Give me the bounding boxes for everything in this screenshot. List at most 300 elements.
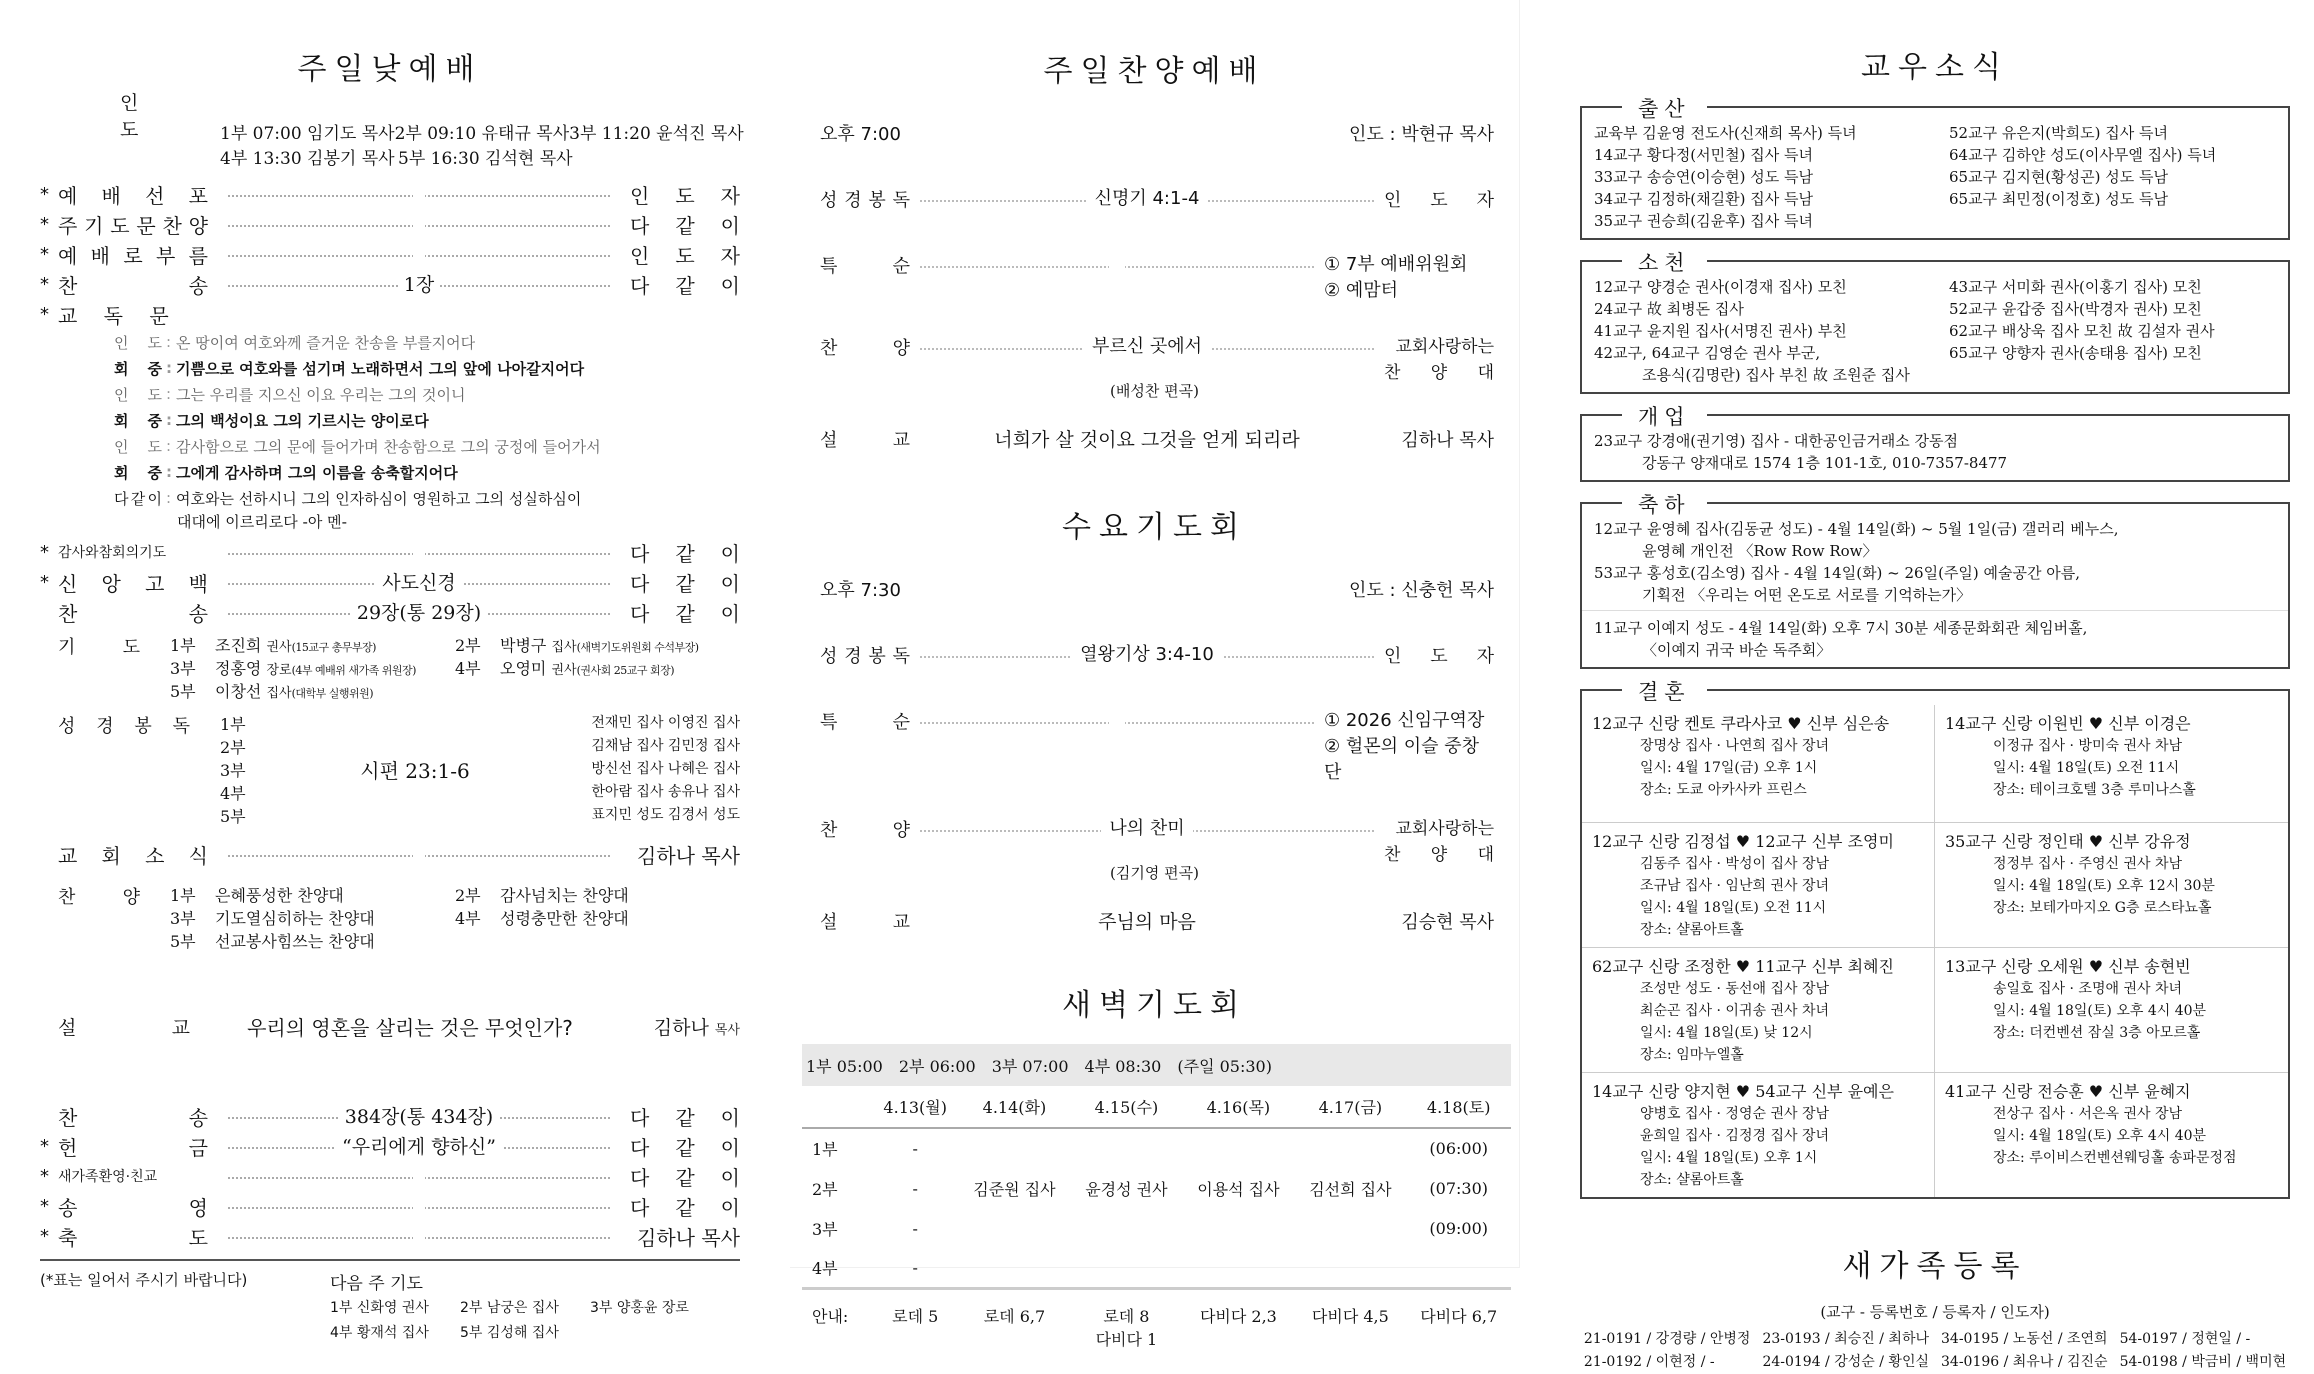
table-cell: 김준원 집사 (973, 1179, 1056, 1199)
scripture-reading-row-label (820, 642, 910, 668)
wedding-entry (1582, 1073, 1935, 1197)
label-char: 부 (155, 243, 176, 268)
leader-char: 이 (720, 571, 740, 596)
guide-line: 다비다 4,5 (1311, 1306, 1389, 1326)
leader-1: 1부 07:00 임기도 목사 (220, 124, 395, 144)
stand-marker: * (40, 303, 49, 325)
church-news-row (40, 839, 740, 869)
wedding-entry (1935, 705, 2288, 823)
label-char: 찬 (820, 338, 838, 359)
list-item: 42교구, 64교구 김영순 권사 부군, (1594, 344, 1821, 362)
guide-cell (1070, 1288, 1182, 1358)
next-prayer-5: 5부 김성해 집사 (460, 1324, 559, 1341)
birth-box (1580, 97, 2290, 240)
reading-leader (1384, 642, 1494, 668)
scripture-verse: 열왕기상 3:4-10 (1072, 644, 1222, 665)
choir-name: 기도열심히하는 찬양대 (215, 909, 375, 928)
table-cell: (06:00) (1429, 1139, 1488, 1158)
dot-leader (228, 1194, 610, 1218)
prayer-note: (15교구 총무부장) (291, 641, 376, 654)
reader-pair: 김채남 집사 김민정 집사 (591, 738, 740, 754)
arranger: (김기영 편곡) (1110, 864, 1199, 882)
order-item-leader (630, 1162, 740, 1191)
responsive-reading (40, 329, 740, 511)
table-cell (1070, 1248, 1182, 1288)
label-char: 교 (892, 429, 910, 451)
column-header (802, 1086, 872, 1128)
wedding-couple: 41교구 신랑 전승훈 ♥ 신부 윤혜지 (1945, 1082, 2191, 1101)
service-leader: 인도 : 신충헌 목사 (1349, 580, 1494, 601)
choir-line (1384, 842, 1494, 868)
order-item-content (413, 1226, 425, 1248)
scripture-verse: 시편 23:1-6 (360, 759, 470, 783)
prayer-name: 박병구 (500, 636, 552, 655)
label-char: 경 (844, 646, 862, 667)
new-family-section (1580, 1241, 2290, 1374)
responsive-role (114, 488, 162, 509)
scripture-reading-row (790, 186, 1519, 212)
label-char: 성 (820, 646, 838, 667)
table-row (802, 1128, 1511, 1168)
leader-char: 이 (720, 273, 740, 298)
table-cell: (09:00) (1429, 1218, 1488, 1238)
next-prayer-3: 3부 양홍윤 장로 (590, 1299, 689, 1316)
table-cell (1294, 1208, 1406, 1248)
label-char: 문 (136, 213, 156, 238)
responsive-role (114, 384, 162, 405)
order-item (40, 239, 740, 269)
new-family-entry: 34-0195 / 노동선 / 조연희 (1941, 1331, 2108, 1347)
table-cell (958, 1128, 1070, 1168)
wedding-detail: 일시: 4월 18일(토) 오후 12시 30분 (1993, 878, 2215, 894)
wedding-detail: 일시: 4월 18일(토) 오후 1시 (1640, 1150, 1818, 1166)
table-row (802, 1248, 1511, 1288)
sermon-preacher: 김승현 목사 (1401, 911, 1494, 933)
wednesday-service (790, 576, 1519, 934)
colon: : (166, 385, 172, 403)
table-cell: 2부 (812, 1179, 838, 1199)
order-item-label (58, 1132, 208, 1161)
choir-name: 감사넘치는 찬양대 (500, 886, 629, 905)
death-list (1594, 276, 2276, 364)
leader-char: 같 (675, 571, 695, 596)
choir-row (170, 929, 740, 952)
table-cell (1406, 1248, 1511, 1288)
table-cell: 이용석 집사 (1197, 1179, 1280, 1199)
label (58, 180, 208, 209)
opening-line-2: 강동구 양재대로 1574 1층 101-1호, 010-7357-8477 (1642, 454, 2008, 472)
list-item: 52교구 유은지(박희도) 집사 득녀 (1949, 124, 2168, 142)
opening-line-1: 23교구 강경애(권기영) 집사 - 대한공인금거래소 강동점 (1594, 432, 1958, 450)
empty (1109, 710, 1125, 731)
responsive-line (40, 407, 740, 433)
role-char: 회 (114, 359, 129, 378)
order-item-leader (630, 210, 740, 239)
label-char: 찬 (58, 273, 78, 298)
congrats-item-1: 12교구 윤영혜 집사(김동균 성도) - 4월 14일(화) ~ 5월 1일(금) 갤러리 베누스, (1594, 520, 2119, 538)
label-char: 도 (188, 1225, 208, 1250)
choir-char: 찬 (1384, 845, 1401, 865)
responsive-line (40, 355, 740, 381)
table-cell: 4부 (802, 1248, 872, 1288)
prayer-note: (4부 예배위 새가족 위원장) (291, 664, 416, 677)
choir-char: 양 (1430, 363, 1448, 383)
responsive-text: 여호와는 선하시니 그의 인자하심이 영원하고 그의 성실하심이 (176, 489, 582, 508)
role-char: 인 (114, 333, 129, 352)
congrats-heading: 축하 (1622, 489, 1707, 519)
label-char: 성 (820, 190, 838, 211)
leader-char: 이 (720, 541, 740, 566)
choir-row (170, 883, 740, 906)
dot-leader (228, 570, 610, 594)
order-item-content (413, 214, 425, 236)
order-item-content (413, 244, 425, 266)
leader-4: 4부 13:30 김봉기 목사 (220, 149, 395, 169)
prayer-title: 권사 (551, 663, 577, 678)
scripture-verse: 신명기 4:1-4 (1087, 188, 1208, 209)
label-char: 로 (123, 243, 143, 268)
label-char: 설 (58, 1017, 77, 1039)
label-char: 순 (892, 256, 910, 277)
table-cell: - (872, 1248, 958, 1288)
column-header: 4.16(목) (1182, 1086, 1294, 1128)
sermon-title: 너희가 살 것이요 그것을 얻게 되리라 (994, 429, 1300, 451)
list-item: 65교구 최민정(이정호) 성도 득남 (1949, 190, 2168, 208)
wedding-detail: 일시: 4월 18일(토) 오전 11시 (1640, 900, 1827, 916)
choir-name (1384, 334, 1494, 386)
wedding-detail: 일시: 4월 17일(금) 오후 1시 (1640, 760, 1818, 776)
label-char: 찬 (58, 1105, 78, 1130)
wedding-entry (1582, 948, 1935, 1073)
label (58, 240, 208, 269)
choir-char: 찬 (1384, 363, 1401, 383)
new-family-title: 새가족등록 (1842, 1249, 2028, 1284)
responsive-role (114, 462, 162, 483)
responsive-text: 그에게 감사하며 그의 이름을 송축할지어다 (176, 463, 458, 482)
special-row-label (820, 252, 910, 278)
service-time-row (790, 120, 1519, 146)
dot-leader (228, 540, 610, 564)
wedding-detail: 장소: 루이비스컨벤션웨딩홀 송파문정점 (1993, 1150, 2237, 1166)
responsive-line (40, 459, 740, 485)
label-char: 성 (58, 716, 76, 737)
footer (40, 1269, 740, 1344)
death-heading: 소천 (1622, 247, 1707, 277)
column-header: 4.18(토) (1406, 1086, 1511, 1128)
preacher-title: 목사 (714, 1023, 740, 1038)
order-of-service-mid (40, 537, 740, 627)
role-char: 같 (130, 489, 146, 508)
part: 2부 (455, 886, 481, 905)
role-char: 인 (114, 385, 129, 404)
label-char: 축 (58, 1225, 78, 1250)
label-char: 기 (58, 637, 76, 658)
table-cell (958, 1248, 1070, 1288)
church-news-label (58, 840, 208, 869)
label (58, 598, 208, 627)
responsive-role (114, 436, 162, 457)
order-item-leader (630, 568, 740, 597)
table-cell (1182, 1208, 1294, 1248)
colon: : (166, 489, 172, 507)
responsive-reading-label: 교 독 문 (58, 303, 179, 328)
choir-line: 교회사랑하는 (1395, 819, 1494, 839)
role-char: 도 (147, 333, 162, 352)
leader-char: 다 (630, 1135, 650, 1160)
table-cell: 김선희 집사 (1309, 1179, 1392, 1199)
divider (40, 1259, 740, 1261)
special-row-label (820, 708, 910, 734)
praise-row-label (820, 816, 910, 842)
leader-char: 도 (1430, 646, 1448, 667)
colon: : (166, 359, 172, 377)
wedding-detail: 조성만 성도 · 동선애 집사 장남 (1640, 981, 1829, 997)
congrats-box (1580, 493, 2290, 669)
dot-leader (228, 1164, 610, 1188)
wedding-detail: 장소: 샬롬아트홀 (1640, 1172, 1744, 1188)
part: 5부 (170, 932, 196, 951)
dawn-time: 2부 06:00 (898, 1056, 976, 1076)
label-char: 름 (188, 243, 208, 268)
part: 4부 (455, 909, 481, 928)
role-char: 중 (147, 463, 162, 482)
label-char: 백 (188, 571, 208, 596)
choir-entry (455, 906, 740, 929)
new-family-list (1580, 1328, 2290, 1374)
dot-leader (920, 708, 1314, 734)
dot-leader (228, 272, 610, 296)
order-item (40, 597, 740, 627)
sermon-title: 우리의 영혼을 살리는 것은 무엇인가? (247, 1016, 573, 1040)
leader-char: 같 (675, 601, 695, 626)
scripture-reading-parts (220, 712, 300, 827)
table-cell: - (912, 1178, 918, 1198)
prayer-section (40, 633, 740, 702)
wedding-couple: 14교구 신랑 양지현 ♥ 54교구 신부 윤예은 (1592, 1082, 1894, 1101)
label-char: 신 (58, 571, 78, 596)
part: 1부 (170, 636, 196, 655)
wedding-heading: 결혼 (1622, 676, 1707, 706)
reading-part: 2부 (220, 738, 246, 757)
table-cell: - (912, 1218, 918, 1238)
wedding-detail: 이정규 집사 · 방미숙 권사 차남 (1993, 738, 2182, 754)
leader-char: 인 (630, 183, 650, 208)
label-char: 앙 (101, 571, 121, 596)
prayer-title: 장로 (266, 663, 292, 678)
responsive-reading-header (40, 299, 740, 329)
order-item-content: “우리에게 향하신” (336, 1136, 502, 1158)
sermon-preacher (630, 1013, 740, 1040)
special-row (790, 252, 1519, 304)
responsive-text: 온 땅이여 여호와께 즐거운 찬송을 부를지어다 (176, 333, 476, 352)
praise-song: 나의 찬미 (1101, 818, 1192, 839)
label-char: 헌 (58, 1135, 78, 1160)
wedding-detail: 조규남 집사 · 임난희 권사 장녀 (1640, 878, 1829, 894)
guide-cell (802, 1288, 872, 1358)
list-item: 52교구 윤갑중 집사(박경자 권사) 모친 (1949, 300, 2202, 318)
special-items (1324, 252, 1494, 304)
leader-char: 인 (630, 243, 650, 268)
label-char: 양 (892, 338, 910, 359)
leader-char: 도 (675, 183, 695, 208)
label-char: 송 (188, 273, 208, 298)
wedding-detail: 전상구 집사 · 서은옥 권사 장남 (1993, 1106, 2182, 1122)
praise-row (790, 334, 1519, 386)
order-item-content: 384장(통 434장) (339, 1106, 499, 1128)
leader-char: 다 (630, 601, 650, 626)
new-family-entry: 21-0191 / 강경량 / 안병정 (1583, 1331, 1751, 1347)
wedding-couple: 62교구 신랑 조정한 ♥ 11교구 신부 최혜진 (1592, 957, 1894, 976)
leader-char: 자 (720, 183, 740, 208)
special-row (790, 708, 1519, 786)
table-cell (1294, 1248, 1406, 1288)
part: 4부 (455, 659, 481, 678)
sermon-row (40, 1012, 740, 1041)
order-of-service-bottom (40, 1101, 740, 1251)
prayer-title: 집사 (266, 686, 292, 701)
special-items (1324, 708, 1494, 786)
wedding-entry (1935, 948, 2288, 1073)
list-item: 65교구 김지현(황성곤) 성도 득남 (1949, 168, 2168, 186)
leader-char: 같 (675, 213, 695, 238)
label-char: 경 (96, 716, 114, 737)
order-item-content (413, 1196, 425, 1218)
prayer-title: 권사 (266, 640, 292, 655)
leader-char: 같 (675, 273, 695, 298)
leader-char: 같 (675, 1195, 695, 1220)
role-char: 회 (114, 463, 129, 482)
stand-marker: * (40, 541, 49, 563)
role-char: 회 (114, 411, 129, 430)
label-char: 설 (820, 429, 838, 451)
leader-char: 다 (630, 213, 650, 238)
order-item-label (58, 180, 208, 209)
page-title-sunday-worship: 주일낮예배 (297, 52, 483, 87)
order-item-content (413, 184, 425, 206)
prayer-name: 조진희 (215, 636, 267, 655)
special-item: ② 예맘터 (1324, 280, 1399, 301)
dot-leader (920, 816, 1374, 842)
label-char: 경 (844, 190, 862, 211)
prayer-label (40, 633, 140, 702)
label-char: 기 (84, 213, 104, 238)
new-family-entry: 54-0197 / 정현일 / - (2119, 1331, 2251, 1347)
label (58, 1132, 208, 1161)
wedding-detail: 장소: 도쿄 아카사카 프린스 (1640, 782, 1807, 798)
next-prayer-2: 2부 남궁은 집사 (460, 1299, 559, 1316)
reader-pair: 방신선 집사 나혜은 집사 (591, 761, 740, 777)
role-char: 중 (147, 359, 162, 378)
order-item-leader (630, 270, 740, 299)
leader-char: 이 (720, 213, 740, 238)
praise-row-label (820, 334, 910, 360)
guide-line: 로데 6,7 (983, 1306, 1046, 1326)
sunday-praise-service (790, 120, 1519, 452)
list-item: 64교구 김하얀 성도(이사무엘 집사) 득녀 (1949, 146, 2217, 164)
guide-cell (1406, 1288, 1511, 1358)
choir-entry (170, 929, 455, 952)
list-item: 41교구 윤지원 집사(서명진 권사) 부친 (1594, 322, 1847, 340)
order-item-leader: 김하나 목사 (637, 1225, 740, 1250)
colon: : (166, 333, 172, 351)
evening-services-column (790, 0, 1520, 1349)
wedding-detail: 장소: 더컨벤션 잠실 3층 아모르홀 (1993, 1025, 2201, 1041)
new-family-entry: 34-0196 / 최유나 / 김진순 (1941, 1354, 2108, 1370)
prayer-name: 이창선 (215, 682, 267, 701)
leader-char: 자 (1476, 646, 1494, 667)
new-family-entry: 24-0194 / 강성순 / 황인실 (1762, 1354, 1929, 1370)
next-prayer-1: 1부 신화영 권사 (330, 1299, 429, 1316)
prayer-note: (권사회 25교구 회장) (576, 664, 675, 677)
reading-leader (1384, 186, 1494, 212)
prayer-entry (170, 633, 455, 656)
list-item: 43교구 서미화 권사(이홍기 집사) 모친 (1949, 278, 2202, 296)
leader-char: 인 (1384, 190, 1402, 211)
leader-char: 이 (720, 601, 740, 626)
reading-part: 4부 (220, 784, 246, 803)
label-char: 설 (820, 911, 838, 933)
church-news-speaker: 김하나 목사 (637, 843, 740, 868)
sermon-row (790, 425, 1519, 452)
table-cell (1182, 1128, 1294, 1168)
table-cell (1070, 1128, 1182, 1168)
colon: : (166, 411, 172, 429)
responsive-line (40, 329, 740, 355)
wedding-entry (1935, 823, 2288, 948)
guide-line: 로데 8 (1103, 1306, 1150, 1326)
scripture-reading-row (790, 642, 1519, 668)
prayer-name: 정홍영 (215, 659, 267, 678)
service-leader: 인도 : 박현규 목사 (1349, 124, 1494, 145)
wedding-detail: 송일호 집사 · 조명애 권사 차녀 (1993, 981, 2182, 997)
congrats-item-1-detail: 윤영혜 개인전 〈Row Row Row〉 (1642, 542, 1878, 560)
guide-line: 다비다 1 (1095, 1329, 1158, 1349)
guide-cell (1182, 1288, 1294, 1358)
order-item-content (413, 1166, 425, 1188)
label-char: 금 (188, 1135, 208, 1160)
responsive-text: 기쁨으로 여호와를 섬기며 노래하면서 그의 앞에 나아갈지어다 (176, 359, 585, 378)
part: 2부 (455, 636, 481, 655)
wedding-entry (1582, 705, 1935, 823)
congrats-item-3-detail: 〈이예지 귀국 바순 독주회〉 (1642, 641, 1832, 659)
table-cell: 1부 (812, 1140, 838, 1159)
leader-char: 같 (675, 1165, 695, 1190)
choir-line: 교회사랑하는 (1395, 337, 1494, 357)
new-family-entry: 54-0198 / 박금비 / 백미현 (2119, 1354, 2287, 1370)
leader-char: 다 (630, 541, 650, 566)
order-item-leader (630, 598, 740, 627)
birth-list (1594, 122, 2276, 232)
part: 5부 (170, 682, 196, 701)
congrats-item-2-detail: 기획전 〈우리는 어떤 온도로 서로를 기억하는가〉 (1642, 586, 1972, 604)
wedding-entry (1935, 1073, 2288, 1197)
next-week-prayer (330, 1269, 720, 1344)
congrats-item-2: 53교구 홍성호(김소영) 집사 - 4월 14일(화) ~ 26일(주일) 예술공간 아름, (1594, 564, 2081, 582)
guide-line: 다비다 6,7 (1420, 1306, 1498, 1326)
member-news-column (1580, 0, 2290, 1374)
guide-line: 로데 5 (892, 1306, 939, 1326)
responsive-line (40, 381, 740, 407)
label-char: 찬 (162, 213, 182, 238)
sermon-title: 주님의 마음 (1098, 911, 1196, 933)
choir-char: 대 (1477, 845, 1494, 865)
prayer-entry (455, 633, 740, 656)
responsive-line (40, 433, 740, 459)
service-time: 오후 7:00 (820, 124, 901, 145)
label-char: 양 (188, 213, 208, 238)
part: 3부 (170, 909, 196, 928)
wedding-couple: 12교구 신랑 켄토 쿠라사코 ♥ 신부 심은송 (1592, 714, 1890, 733)
